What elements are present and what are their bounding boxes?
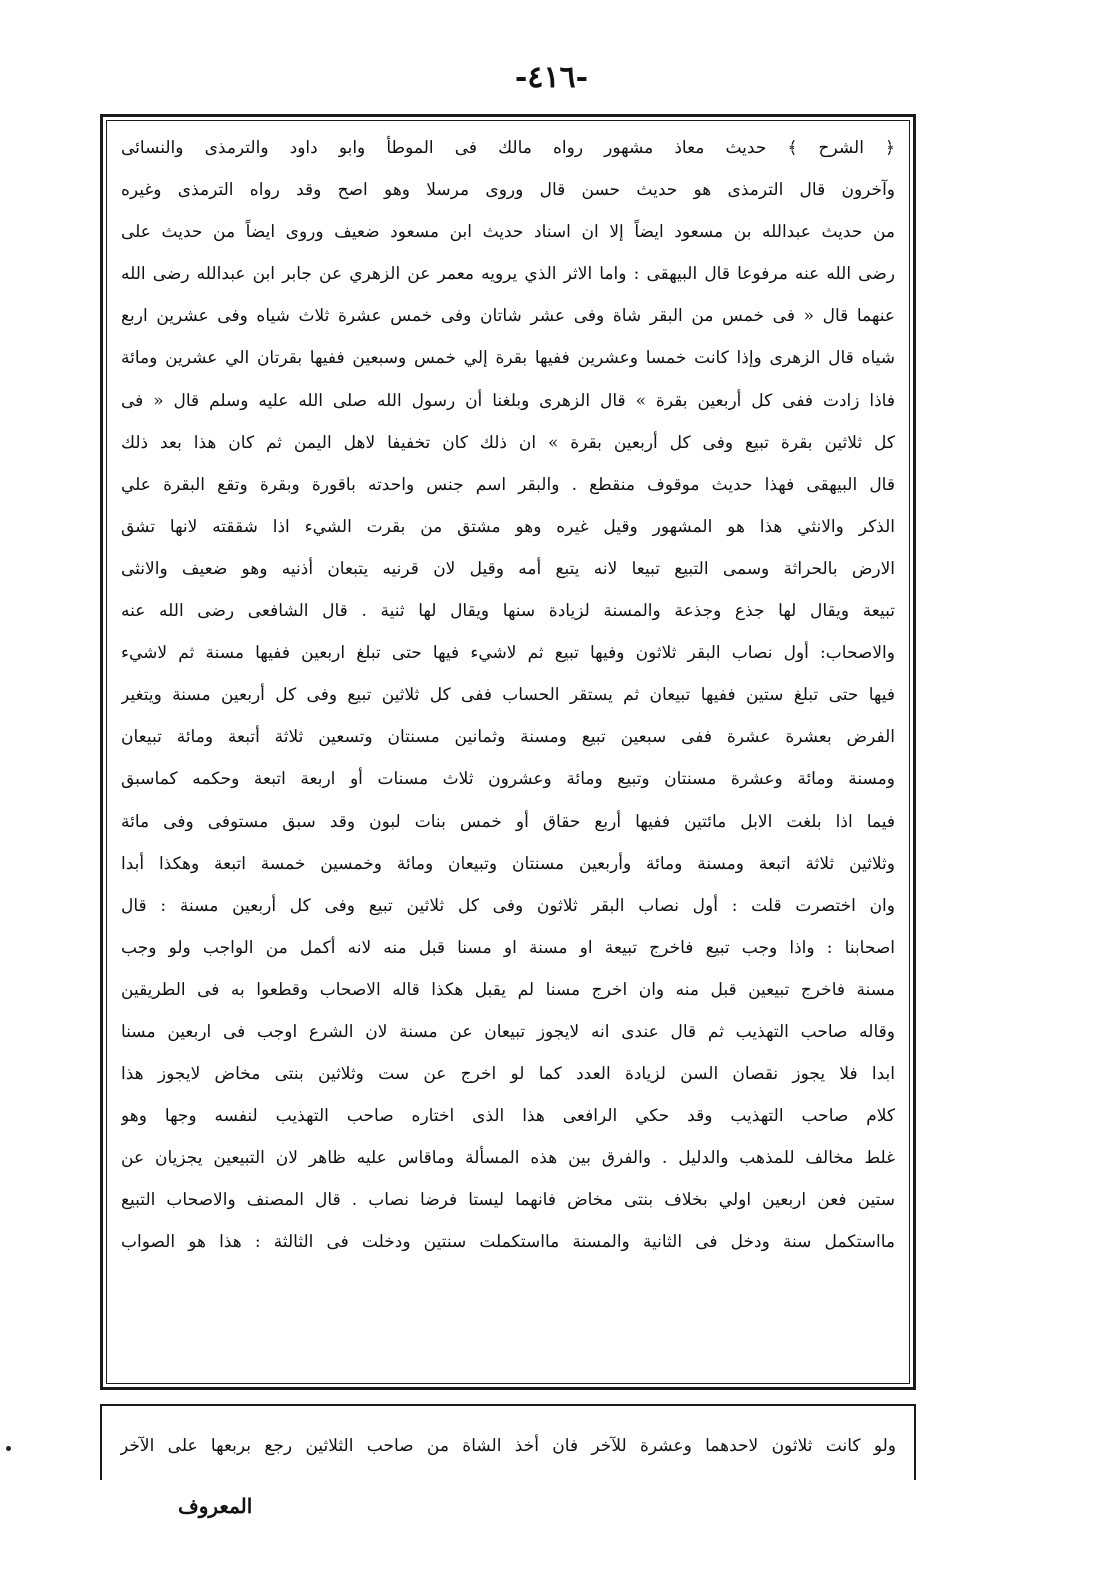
text-line: رضى الله عنه مرفوعا قال البيهقى : واما الاثر الذي يرويه معمر عن الزهري عن جابر ابن عبدالله رضى الله xyxy=(121,264,895,285)
footnote-frame xyxy=(100,1404,916,1480)
scan-speck xyxy=(6,1446,11,1451)
text-line: وان اختصرت قلت : أول نصاب البقر ثلاثون وفى كل ثلاثين تبيع وفى كل أربعين مسنة : قال xyxy=(121,895,895,916)
text-line: وآخرون قال الترمذى هو حديث حسن قال وروى مرسلا وهو اصح وقد رواه الترمذى وغيره xyxy=(121,180,895,201)
text-line: من حديث عبدالله بن مسعود ايضاً إلا ان اسناد حديث ابن مسعود ضعيف وروى ايضاً من حديث على xyxy=(121,222,895,243)
text-line: غلط مخالف للمذهب والدليل . والفرق بين هذه المسألة وماقاس عليه ظاهر لان التبيعين يجزيان عن xyxy=(121,1148,895,1169)
text-line: عنهما قال « فى خمس من البقر شاة وفى عشر شاتان وفى خمس عشرة ثلاث شياه وفى عشرين اربع xyxy=(121,306,895,327)
text-line: ﴿ الشرح ﴾ حديث معاذ مشهور رواه مالك فى الموطأ وابو داود والترمذى والنسائى xyxy=(121,138,895,158)
text-line: قال البيهقى فهذا حديث موقوف منقطع . والبقر اسم جنس واحدته باقورة وبقرة وتقع البقرة علي xyxy=(121,474,895,495)
catchword: المعروف xyxy=(178,1494,253,1518)
text-line: كلام صاحب التهذيب وقد حكي الرافعى هذا الذى اختاره صاحب التهذيب لنفسه وجها وهو xyxy=(121,1106,895,1127)
text-line: تبيعة ويقال لها جذع وجذعة والمسنة لزيادة سنها ويقال لها ثنية . قال الشافعى رضى الله عنه xyxy=(121,601,895,622)
text-line: مسنة فاخرج تبيعين قبل منه وان اخرج مسنا لم يقبل هكذا قاله الاصحاب وقطعوا به فى الطريقين xyxy=(121,979,895,1000)
main-text-frame xyxy=(100,114,916,1390)
text-line: الذكر والانثي هذا هو المشهور وقيل غيره وهو مشتق من بقرت الشيء اذا شققته لانها تشق xyxy=(121,516,895,537)
text-line: ابدا فلا يجوز نقصان السن لزيادة العدد كما لو اخرج عن ست وثلاثين بنتى مخاض لايجوز هذا xyxy=(121,1064,895,1085)
text-line: فيما اذا بلغت الابل مائتين ففيها أربع حقاق أو خمس بنات لبون وقد سبق مستوفى وفى مائة xyxy=(121,811,895,832)
text-line: مااستكمل سنة ودخل فى الثانية والمسنة مااستكملت سنتين ودخلت فى الثالثة : هذا هو الصواب xyxy=(121,1232,895,1253)
text-line: ستين فعن اربعين اولي بخلاف بنتى مخاض فانهما ليستا فرضا نصاب . قال المصنف والاصحاب التبيع xyxy=(121,1190,895,1211)
page-number: -٤١٦- xyxy=(514,60,589,95)
text-line: وقاله صاحب التهذيب ثم قال عندى انه لايجوز تبيعان عن مسنة لان الشرع اوجب فى اربعين مسنا xyxy=(121,1021,895,1042)
text-line: الارض بالحراثة وسمى التبيع تبيعا لانه يتبع أمه وقيل لان قرنيه يتبعان أذنيه وهو ضعيف والانثى xyxy=(121,558,895,579)
text-line: ومسنة ومائة وعشرة مسنتان وتبيع ومائة وعشرون ثلاث مسنات أو اربعة اتبعة وحكمه كماسبق xyxy=(121,769,895,790)
text-line: فيها حتى تبلغ ستين ففيها تبيعان ثم يستقر الحساب ففى كل ثلاثين تبيع وفى كل أربعين مسنة ويتغير xyxy=(121,685,895,706)
text-line: وثلاثين ثلاثة اتبعة ومسنة ومائة وأربعين مسنتان وتبيعان ومائة وخمسين خمسة اتبعة وهكذا أبدا xyxy=(121,853,895,874)
text-line: شياه قال الزهرى وإذا كانت خمسا وعشرين ففيها بقرة إلي خمس وسبعين ففيها بقرتان الي عشرين ومائة xyxy=(121,348,895,369)
text-line: اصحابنا : واذا وجب تبيع فاخرج تبيعة او مسنة او مسنا قبل منه لانه أكمل من الواجب ولو وجب xyxy=(121,937,895,958)
footnote-text: ولو كانت ثلاثون لاحدهما وعشرة للآخر فان أخذ الشاة من صاحب الثلاثين رجع بربعها على الآخر xyxy=(120,1436,896,1456)
main-text-body xyxy=(121,127,895,1264)
text-line: والاصحاب: أول نصاب البقر ثلاثون وفيها تبيع ثم لاشيء فيها حتى تبلغ اربعين ففيها مسنة ثم لاشيء xyxy=(121,643,895,664)
text-line: كل ثلاثين بقرة تبيع وفى كل أربعين بقرة » ان ذلك كان تخفيفا لاهل اليمن ثم كان هذا بعد ذلك xyxy=(121,432,895,453)
text-line: الفرض بعشرة عشرة ففى سبعين تبيع ومسنة وثمانين مسنتان وتسعين ثلاثة أتبعة ومائة تبيعان xyxy=(121,727,895,748)
text-line: فاذا زادت ففى كل أربعين بقرة » قال الزهرى وبلغنا أن رسول الله صلى الله عليه وسلم قال « فى xyxy=(121,390,895,411)
